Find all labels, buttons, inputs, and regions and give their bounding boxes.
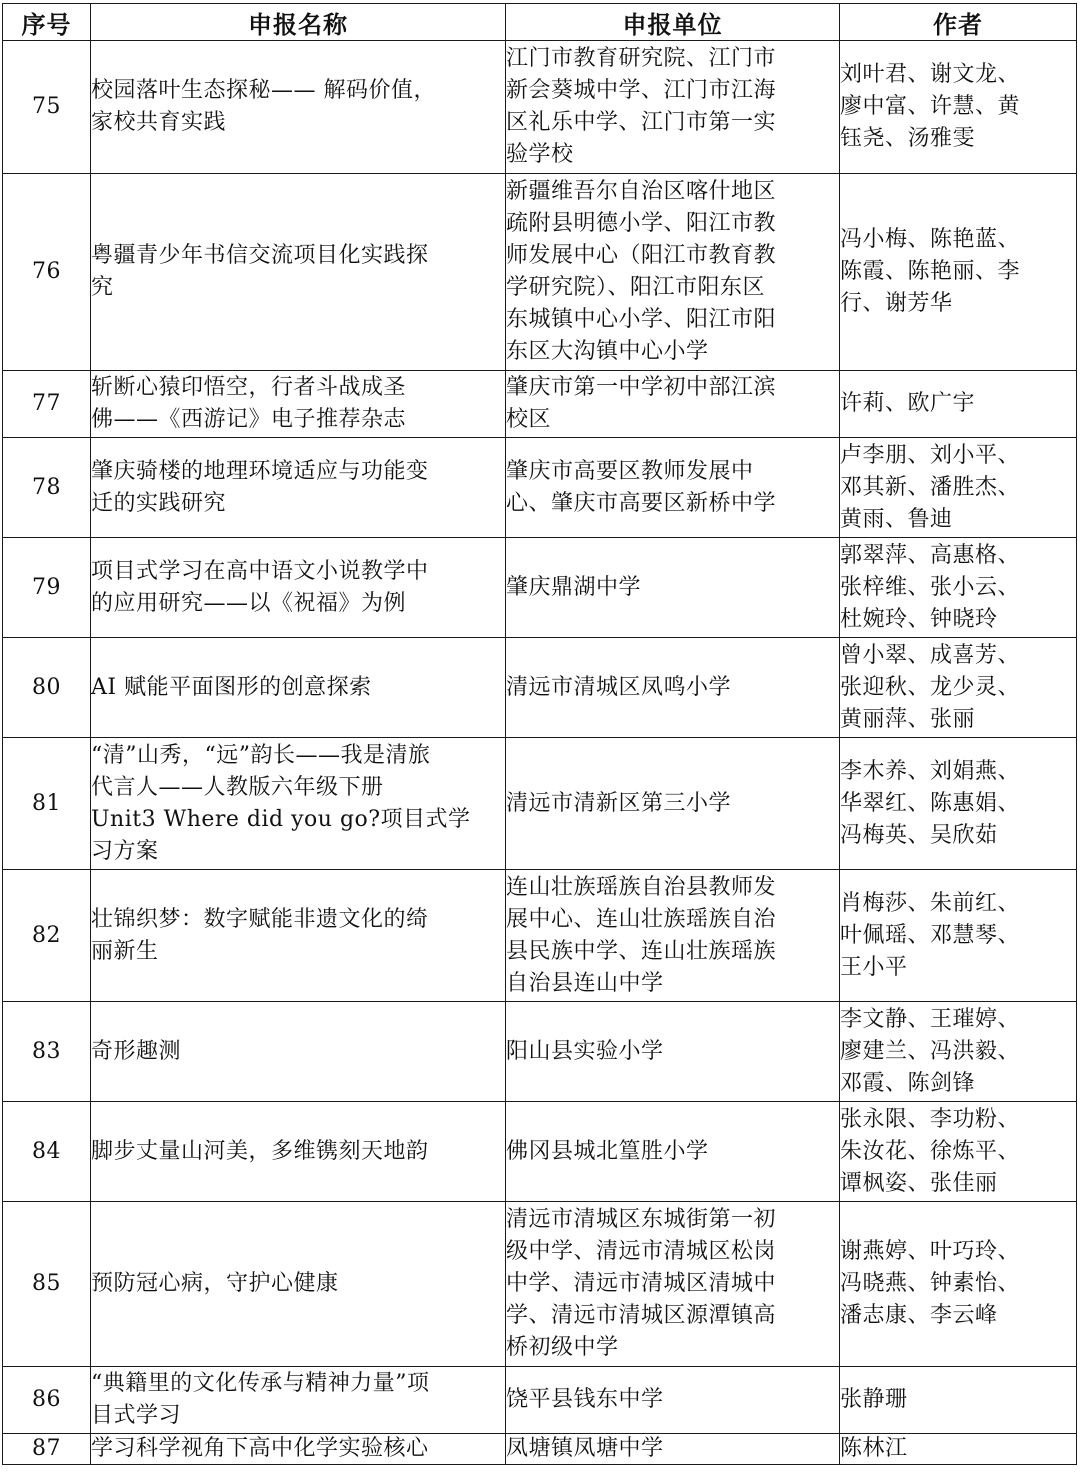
row-author-text: 许莉、欧广宇 xyxy=(840,391,976,416)
row-unit-text: 清远市清城区东城街第一初 级中学、清远市清城区松岗 中学、清远市清城区清城中 学、清远市清城区源潭镇高 桥初级中学 xyxy=(506,1207,777,1360)
table-row xyxy=(3,1102,1077,1202)
row-unit-text: 新疆维吾尔自治区喀什地区 疏附县明德小学、阳江市教 师发展中心（阳江市教育教 学研究院）、阳江市阳东区 东城镇中心小学、阳江市阳 东区大沟镇中心小学 xyxy=(506,179,777,364)
row-author xyxy=(840,538,1077,638)
row-name-text: 学习科学视角下高中化学实验核心 xyxy=(91,1436,429,1461)
header-name: 申报名称 xyxy=(91,4,506,41)
row-unit xyxy=(506,738,840,870)
row-unit xyxy=(506,1202,840,1367)
row-index: 82 xyxy=(3,870,91,1002)
row-unit-text: 饶平县钱东中学 xyxy=(506,1387,664,1412)
row-name-text: 脚步丈量山河美，多维镌刻天地韵 xyxy=(91,1138,429,1164)
table-row xyxy=(3,1202,1077,1367)
row-name xyxy=(91,738,506,870)
row-author-text: 李文静、王璀婷、 廖建兰、冯洪毅、 邓霞、陈剑锋 xyxy=(840,1006,1021,1096)
row-name xyxy=(91,1102,506,1202)
row-author-text: 曾小翠、成喜芳、 张迎秋、龙少灵、 黄丽萍、张丽 xyxy=(840,642,1021,732)
row-index: 83 xyxy=(3,1002,91,1102)
row-name xyxy=(91,1202,506,1367)
row-author xyxy=(840,738,1077,870)
row-unit-text: 江门市教育研究院、江门市 新会葵城中学、江门市江海 区礼乐中学、江门市第一实 验学校 xyxy=(506,46,777,167)
row-name xyxy=(91,870,506,1002)
table-row xyxy=(3,438,1077,538)
table-row xyxy=(3,1434,1077,1465)
row-author-text: 冯小梅、陈艳蓝、 陈霞、陈艳丽、李 行、谢芳华 xyxy=(840,227,1021,316)
row-author-text: 肖梅莎、朱前红、 叶佩瑶、邓慧琴、 王小平 xyxy=(840,890,1021,980)
row-name-text: 预防冠心病，守护心健康 xyxy=(91,1271,339,1296)
row-name-text: 奇形趣测 xyxy=(91,1038,182,1064)
row-name xyxy=(91,371,506,438)
row-author xyxy=(840,1202,1077,1367)
row-unit xyxy=(506,870,840,1002)
row-author xyxy=(840,371,1077,438)
row-unit-text: 清远市清城区凤鸣小学 xyxy=(506,674,732,700)
row-index: 81 xyxy=(3,738,91,870)
row-author xyxy=(840,638,1077,738)
row-unit-text: 佛冈县城北篁胜小学 xyxy=(506,1138,709,1164)
row-index: 80 xyxy=(3,638,91,738)
row-index: 85 xyxy=(3,1202,91,1367)
row-unit-text: 肇庆市第一中学初中部江滨 校区 xyxy=(506,375,777,432)
row-unit xyxy=(506,1102,840,1202)
row-author xyxy=(840,870,1077,1002)
table-row xyxy=(3,738,1077,870)
row-author xyxy=(840,1102,1077,1202)
row-unit-text: 肇庆鼎湖中学 xyxy=(506,574,642,600)
table-row xyxy=(3,1002,1077,1102)
row-unit-text: 肇庆市高要区教师发展中 心、肇庆市高要区新桥中学 xyxy=(506,458,777,516)
row-author xyxy=(840,174,1077,371)
table-row xyxy=(3,1367,1077,1434)
row-author xyxy=(840,1367,1077,1434)
table-row xyxy=(3,638,1077,738)
row-index: 84 xyxy=(3,1102,91,1202)
row-index: 86 xyxy=(3,1367,91,1434)
row-name-text: AI 赋能平面图形的创意探索 xyxy=(91,674,372,700)
row-unit xyxy=(506,638,840,738)
row-name xyxy=(91,438,506,538)
row-index: 78 xyxy=(3,438,91,538)
row-author xyxy=(840,41,1077,174)
table-header xyxy=(3,4,1077,41)
row-name xyxy=(91,1002,506,1102)
row-author-text: 卢李朋、刘小平、 邓其新、潘胜杰、 黄雨、鲁迪 xyxy=(840,442,1021,532)
header-index: 序号 xyxy=(3,4,91,41)
row-unit xyxy=(506,1434,840,1465)
row-name-text: 项目式学习在高中语文小说教学中 的应用研究——以《祝福》为例 xyxy=(91,558,429,616)
row-name-text: 粤疆青少年书信交流项目化实践探 究 xyxy=(91,243,429,300)
row-index: 77 xyxy=(3,371,91,438)
row-author-text: 谢燕婷、叶巧玲、 冯晓燕、钟素怡、 潘志康、李云峰 xyxy=(840,1239,1021,1328)
row-name-text: “清”山秀，“远”韵长——我是清旅 代言人——人教版六年级下册 Unit3 Where did you go?项目式学 习方案 xyxy=(91,742,471,864)
row-unit-text: 连山壮族瑶族自治县教师发 展中心、连山壮族瑶族自治 县民族中学、连山壮族瑶族 自治县连山中学 xyxy=(506,874,777,996)
row-unit-text: 清远市清新区第三小学 xyxy=(506,790,732,816)
row-index: 75 xyxy=(3,41,91,174)
row-name xyxy=(91,538,506,638)
row-name-text: 校园落叶生态探秘—— 解码价值， 家校共育实践 xyxy=(91,78,436,135)
row-unit xyxy=(506,41,840,174)
header-author: 作者 xyxy=(840,4,1077,41)
table-row xyxy=(3,870,1077,1002)
row-name xyxy=(91,1367,506,1434)
row-index: 87 xyxy=(3,1434,91,1465)
table-row xyxy=(3,41,1077,174)
row-index: 76 xyxy=(3,174,91,371)
row-author-text: 刘叶君、谢文龙、 廖中富、许慧、黄 钰尧、汤雅雯 xyxy=(840,62,1021,151)
row-unit xyxy=(506,174,840,371)
row-name xyxy=(91,174,506,371)
table-row xyxy=(3,174,1077,371)
table-body xyxy=(3,41,1077,1465)
row-name xyxy=(91,41,506,174)
row-name-text: 壮锦织梦：数字赋能非遗文化的绮 丽新生 xyxy=(91,906,429,964)
table-row xyxy=(3,538,1077,638)
row-author xyxy=(840,438,1077,538)
header-unit: 申报单位 xyxy=(506,4,840,41)
row-unit xyxy=(506,438,840,538)
table-row xyxy=(3,371,1077,438)
award-list-table xyxy=(2,3,1077,1465)
row-unit xyxy=(506,1002,840,1102)
row-author xyxy=(840,1434,1077,1465)
row-name-text: “典籍里的文化传承与精神力量”项 目式学习 xyxy=(91,1371,430,1428)
row-author-text: 张静珊 xyxy=(840,1387,908,1412)
row-unit xyxy=(506,538,840,638)
header-row xyxy=(3,4,1077,41)
row-author-text: 陈林江 xyxy=(840,1436,908,1461)
row-unit xyxy=(506,1367,840,1434)
row-name-text: 肇庆骑楼的地理环境适应与功能变 迁的实践研究 xyxy=(91,458,429,516)
row-name-text: 斩断心猿印悟空，行者斗战成圣 佛——《西游记》电子推荐杂志 xyxy=(91,375,407,432)
row-author-text: 李木养、刘娟燕、 华翠红、陈惠娟、 冯梅英、吴欣茹 xyxy=(840,758,1021,848)
row-unit-text: 阳山县实验小学 xyxy=(506,1038,664,1064)
row-author-text: 张永限、李功粉、 朱汝花、徐炼平、 谭枫姿、张佳丽 xyxy=(840,1106,1021,1196)
row-author xyxy=(840,1002,1077,1102)
row-name xyxy=(91,1434,506,1465)
row-unit-text: 凤塘镇凤塘中学 xyxy=(506,1436,664,1461)
row-author-text: 郭翠萍、高惠格、 张梓维、张小云、 杜婉玲、钟晓玲 xyxy=(840,542,1021,632)
row-unit xyxy=(506,371,840,438)
row-name xyxy=(91,638,506,738)
row-index: 79 xyxy=(3,538,91,638)
